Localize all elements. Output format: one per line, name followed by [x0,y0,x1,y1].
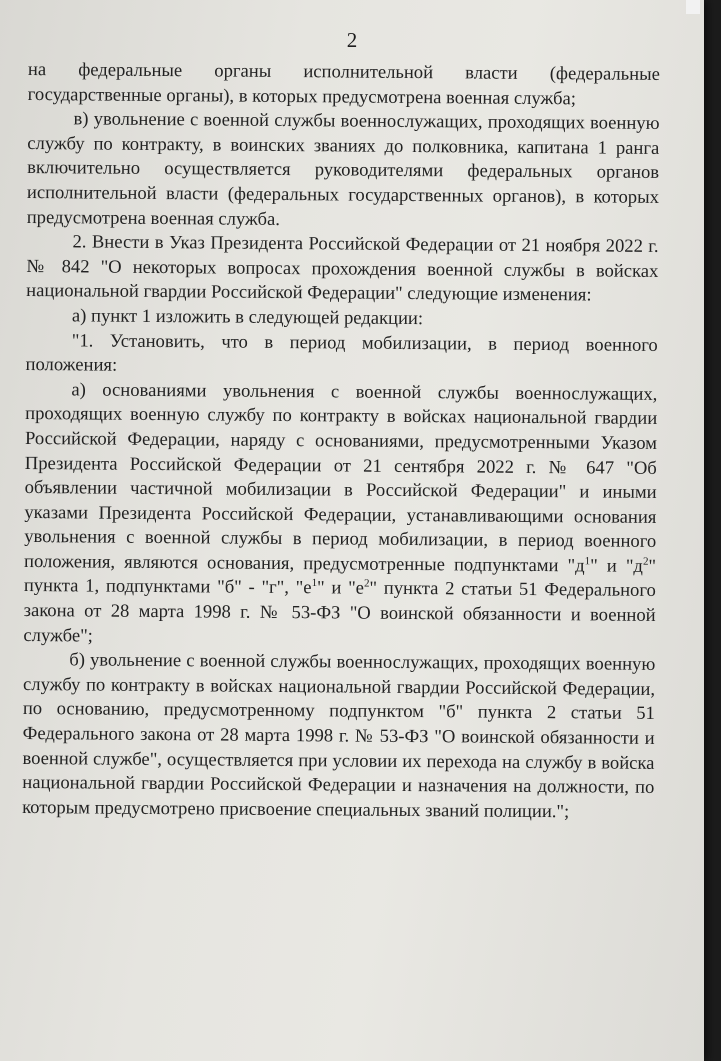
paragraph-v: в) увольнение с военной службы военнослужащих, проходящих военную службу по контракту, в воинских званиях до полковника, капитана 1 ранга включительно осуществляется руководителями федеральных органов исполнительной власти (федеральных государственных органов), в которых предусмотрена военная служба. [26,108,660,230]
superscript: 1 [311,577,318,590]
text-fragment: " и "д [590,555,644,577]
paragraph-a-grounds [23,378,657,653]
document-body [22,58,660,825]
text-fragment: " пункта 2 статьи 51 Федерального закона от 28 марта 1998 г. № 53-ФЗ "О воинской обязанности и военной службе"; [23,578,656,647]
text-fragment: " пункта 1, подпунктами "б" - "г", "е [23,555,657,599]
superscript: 1 [584,555,591,568]
superscript: 2 [642,555,649,568]
text-fragment: а) основаниями увольнения с военной службы военнослужащих, проходящих военную службу по контракту в войсках национальной гвардии Российской Федерации, наряду с основаниями, предусмотренными Указом Президента Российской Федерации от 21 сентября 2022 г. № 647 "Об объявлении частичной мобилизации в Российской Федерации" и иными указами Президента Российской Федерации, устанавливающими основания увольнения с военной службы в период мобилизации, в период военного положения, являются основания, предусмотренные подпунктами "д [23,379,658,577]
text-fragment: " и "е [316,577,365,600]
paragraph-b-dismissal: б) увольнение с военной службы военнослужащих, проходящих военную службу по контракту в войсках национальной гвардии Российской Федерации, по основанию, предусмотренному подпунктом "б" пункта 2 статьи 51 Федерального закона от 28 марта 1998 г. № 53-ФЗ "О воинской обязанности и военной службе", осуществляется при условии их перехода на службу в войска национальной гвардии Российской Федерации и назначения на должности, по которым предусмотрено присвоение специальных званий полиции."; [22,649,656,823]
paragraph-continuation: на федеральные органы исполнительной власти (федеральные государственные органы), в которых предусмотрена военная служба; [27,58,660,109]
page-number: 2 [346,28,358,52]
paragraph-1-quote: "1. Установить, что в период мобилизации, в период военного положения: [25,329,658,376]
superscript: 2 [363,577,370,590]
paragraph-2: 2. Внести в Указ Президента Российской Федерации от 21 ноября 2022 г. № 842 "О некоторых вопросах прохождения военной службы в войсках национальной гвардии Российской Федерации" следующие изменения: [26,231,659,306]
edge-artifact [686,0,700,14]
paragraph-a-intro: а) пункт 1 изложить в следующей редакции: [71,305,424,330]
